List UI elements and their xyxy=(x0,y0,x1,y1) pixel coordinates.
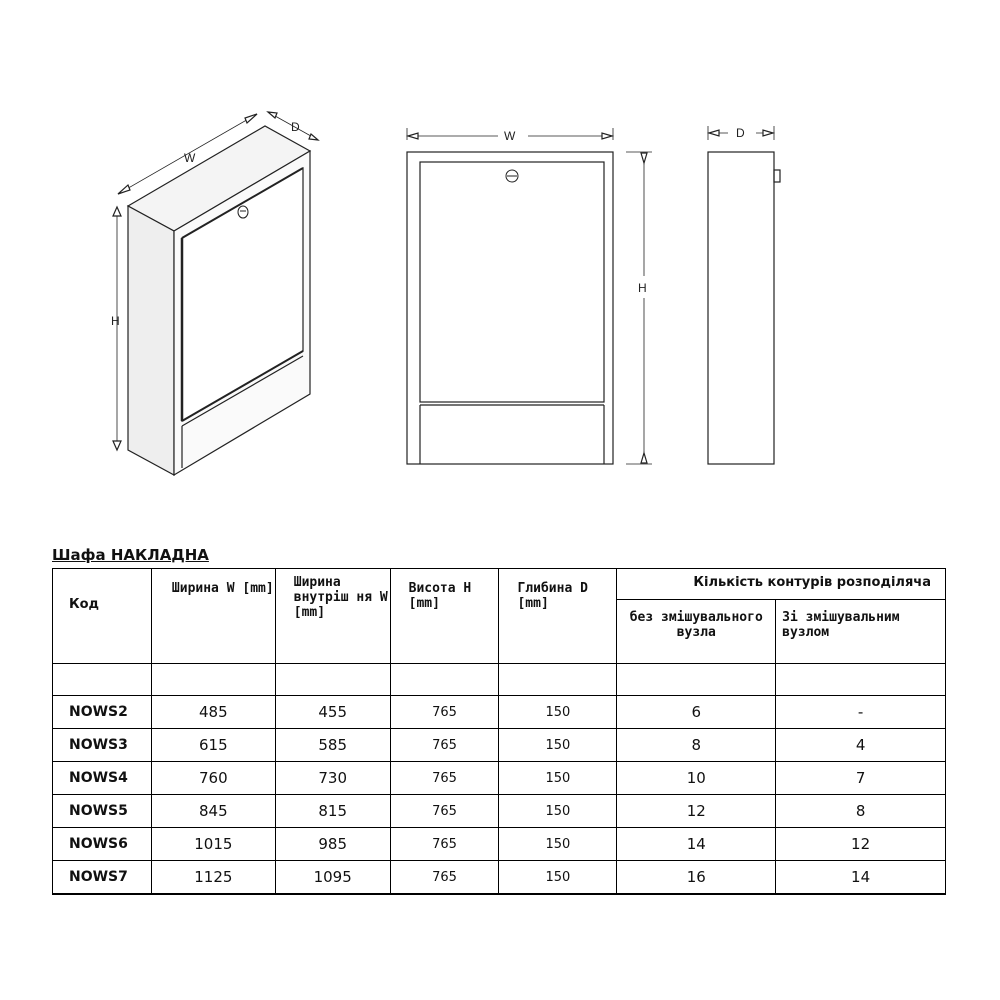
front-width-label: W xyxy=(504,129,516,143)
cell-code: NOWS4 xyxy=(53,762,152,795)
cell-with-mixer: 8 xyxy=(776,795,946,828)
cell-width: 615 xyxy=(151,729,275,762)
header-width: Ширина W [mm] xyxy=(151,569,275,664)
cell-without-mixer: 14 xyxy=(617,828,776,861)
cell-inner-width: 730 xyxy=(275,762,390,795)
header-depth: Глибина D [mm] xyxy=(499,569,617,664)
cell-depth: 150 xyxy=(499,762,617,795)
cell-width: 1125 xyxy=(151,861,275,895)
cell-without-mixer: 6 xyxy=(617,696,776,729)
cell-height: 765 xyxy=(390,729,499,762)
cell-inner-width: 815 xyxy=(275,795,390,828)
cell-inner-width: 1095 xyxy=(275,861,390,895)
table-row xyxy=(53,861,946,895)
cell-code: NOWS3 xyxy=(53,729,152,762)
side-view-cabinet xyxy=(708,126,780,464)
cell-inner-width: 455 xyxy=(275,696,390,729)
table-row xyxy=(53,795,946,828)
front-view-cabinet xyxy=(407,128,652,464)
cell-with-mixer: 12 xyxy=(776,828,946,861)
cell-without-mixer: 8 xyxy=(617,729,776,762)
cell-with-mixer: 7 xyxy=(776,762,946,795)
cell-depth: 150 xyxy=(499,696,617,729)
cell-code: NOWS7 xyxy=(53,861,152,895)
cell-inner-width: 585 xyxy=(275,729,390,762)
cell-height: 765 xyxy=(390,696,499,729)
cell-depth: 150 xyxy=(499,729,617,762)
cell-depth: 150 xyxy=(499,795,617,828)
table-row xyxy=(53,828,946,861)
header-circuits: Кількість контурів розподіляча xyxy=(617,569,946,600)
table-row xyxy=(53,729,946,762)
cell-width: 1015 xyxy=(151,828,275,861)
cell-width: 760 xyxy=(151,762,275,795)
cell-code: NOWS6 xyxy=(53,828,152,861)
cell-with-mixer: 4 xyxy=(776,729,946,762)
cell-without-mixer: 10 xyxy=(617,762,776,795)
header-without-mixer: без змішувального вузла xyxy=(617,600,776,664)
cell-height: 765 xyxy=(390,861,499,895)
iso-depth-label: D xyxy=(291,120,300,134)
cell-height: 765 xyxy=(390,828,499,861)
cell-width: 845 xyxy=(151,795,275,828)
cell-with-mixer: - xyxy=(776,696,946,729)
table-row xyxy=(53,696,946,729)
cell-without-mixer: 16 xyxy=(617,861,776,895)
table-row xyxy=(53,762,946,795)
isometric-cabinet-view xyxy=(113,112,318,475)
iso-width-label: W xyxy=(184,151,196,165)
cell-width: 485 xyxy=(151,696,275,729)
cell-height: 765 xyxy=(390,762,499,795)
iso-height-label: H xyxy=(111,314,120,328)
header-with-mixer: Зі змішувальним вузлом xyxy=(776,600,946,664)
cell-code: NOWS5 xyxy=(53,795,152,828)
front-height-label: H xyxy=(638,281,647,295)
header-code: Код xyxy=(53,569,152,664)
side-depth-label: D xyxy=(736,126,745,140)
cell-code: NOWS2 xyxy=(53,696,152,729)
section-title: Шафа НАКЛАДНА xyxy=(52,546,209,564)
header-height: Висота Н [mm] xyxy=(390,569,499,664)
cell-with-mixer: 14 xyxy=(776,861,946,895)
cell-inner-width: 985 xyxy=(275,828,390,861)
specification-table xyxy=(52,568,946,895)
empty-row xyxy=(53,664,946,696)
cell-without-mixer: 12 xyxy=(617,795,776,828)
cell-depth: 150 xyxy=(499,861,617,895)
cell-height: 765 xyxy=(390,795,499,828)
cell-depth: 150 xyxy=(499,828,617,861)
header-inner-width: Ширина внутріш ня W [mm] xyxy=(275,569,390,664)
